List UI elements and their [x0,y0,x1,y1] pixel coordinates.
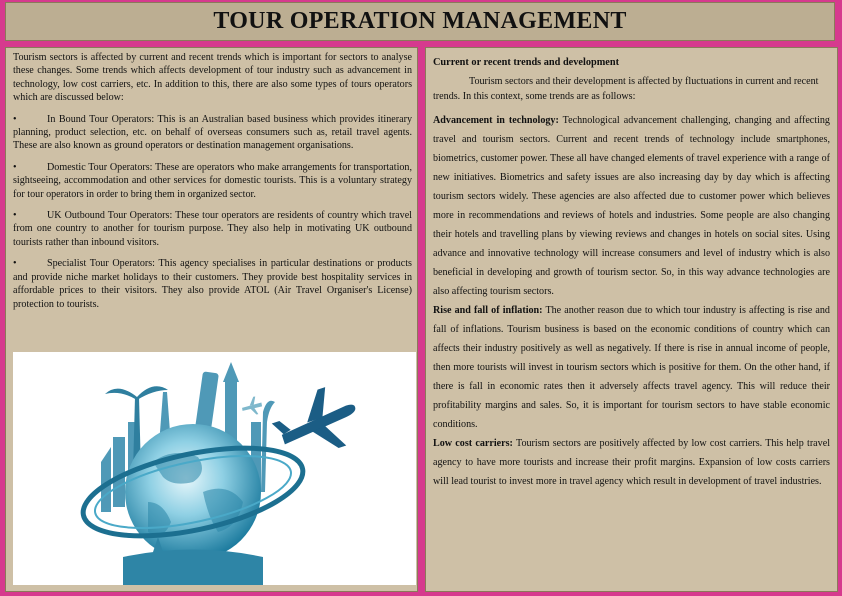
bullet-domestic [13,161,412,201]
bullet-text: Specialist Tour Operators: This agency specialises in particular destinations or products and provide niche market holidays to their customers. They provide best hospitality services in affordable prices to their visitors. They also provide ATOL (Air Travel Organiser's License) protection to tourists. [13,258,412,310]
travel-illustration [13,352,416,585]
left-intro: Tourism sectors is affected by current and recent trends which is important for sectors to analyse these changes. Some trends which affects development of tour industry such as advancement in technology, low cost carriers, etc. In addition to this, there are also some types of tours operators which are discussed below: [13,52,412,104]
title-bar [5,2,835,41]
bullet-specialist [13,257,412,311]
trend-label: Low cost carriers: [433,438,513,449]
bullet-text: UK Outbound Tour Operators: These tour operators are residents of country which travel from one country to another for tourism purpose. They also help in motivating UK outbound tourists rather than inbound visitors. [13,210,412,248]
trend-text: The another reason due to which tour industry is affecting is rise and fall of inflations. Tourism business is based on the economic conditions of country which can affects their industry positively as well as negatively. If there is rise in annual income of people, then more tourists will invest in tourism sectors which is positive for them. On the other hand, if there is fall in economic rates then it adversely affects travel agency. This will reduce their profitability margins and sales. So, it is important for tourism sectors to have stable economic conditions. [433,305,830,430]
trend-label: Advancement in technology: [433,115,559,126]
right-column [425,47,838,592]
bullet-marker: • [13,210,17,222]
bullet-marker: • [13,113,17,125]
trend-low-cost-carriers [433,434,830,491]
bullet-marker: • [13,161,17,173]
bullet-uk-outbound [13,209,412,249]
right-intro: Tourism sectors and their development is affected by fluctuations in current and recent trends. In this context, some trends are as follows: [433,76,819,102]
trend-text: Tourism sectors are positively affected by low cost carriers. This help travel agency to have more tourists and increase their profit margins. Expansion of low costs carriers will lead tourist to invest more in travel agency which result in development of travel industries. [433,438,830,487]
trend-technology [433,111,830,301]
bullet-marker: • [13,258,17,270]
globe-landmarks-airplane-illustration-icon [13,352,416,585]
left-column [5,47,418,592]
trend-inflation [433,301,830,434]
bullet-text: In Bound Tour Operators: This is an Australian based business which provides itinerary planning, product selection, etc. on behalf of overseas consumers such as, retail travel agents. These are also known as ground operators or destination management organisations. [13,113,412,152]
trend-text: Technological advancement challenging, changing and affecting travel and tourism sectors. Current and recent trends of technology include smartphones, biometrics, customer power. These all have changed elements of travel experience with a range of new initiatives. Biometrics and safety issues are also increasing day by day which is affecting tourism sectors widely. These agencies are also affected due to customer power which believes more in recommendations and reviews of hotels and industries. Some people are also changing their hotels and travelling plans by viewing reviews and changes in hotels on social sites. Using advance and innovative technology will increase consumers and level of industry which is also beneficial in developing and growth of tourism sector. So, in this way advance technologies are also affecting tourism sectors. [433,115,830,297]
section-heading: Current or recent trends and development [433,57,619,68]
bullet-inbound [13,113,412,153]
bullet-text: Domestic Tour Operators: These are operators who make arrangements for transportation, sightseeing, accommodation and other services for domestic tourists. This is a voluntary strategy for tour operators in order to bring them in organized sector. [13,161,412,200]
page-title: TOUR OPERATION MANAGEMENT [213,8,627,34]
trend-label: Rise and fall of inflation: [433,305,543,316]
